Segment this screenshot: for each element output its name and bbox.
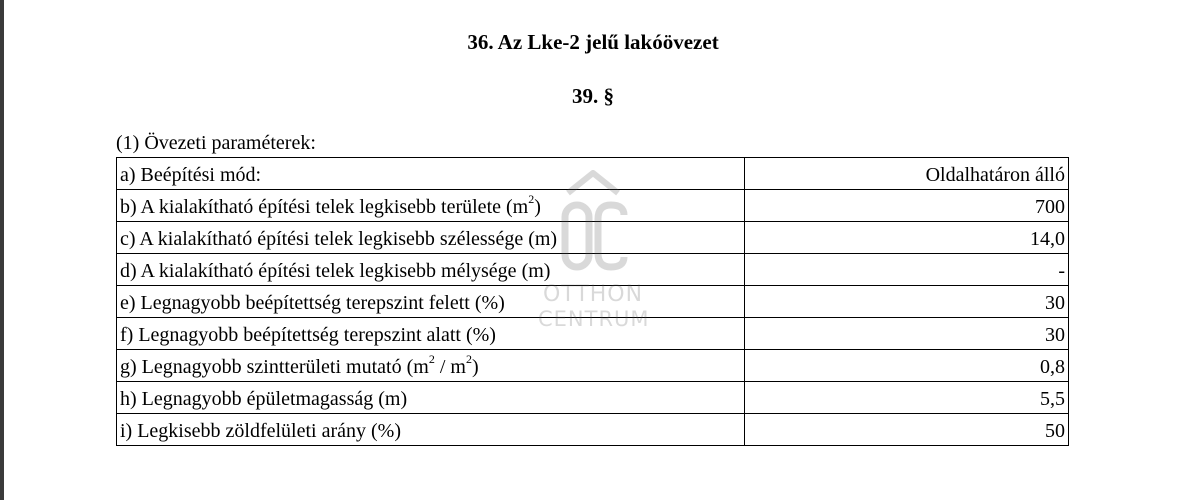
watermark-line1: OTTHON xyxy=(542,282,644,307)
row-value: 700 xyxy=(745,190,1069,222)
table-row xyxy=(117,158,1069,190)
row-label: b) A kialakítható építési telek legkisebb területe $(m^2)$ xyxy=(117,190,745,222)
row-value: - xyxy=(745,254,1069,286)
table-row xyxy=(117,414,1069,446)
table-row xyxy=(117,318,1069,350)
row-value: 0,8 xyxy=(745,350,1069,382)
table-row xyxy=(117,382,1069,414)
section-number: 39. § xyxy=(572,84,614,108)
page-title: 36. Az Lke-2 jelű lakóövezet xyxy=(467,30,719,54)
row-value: Oldalhatáron álló xyxy=(745,158,1069,190)
row-label: h) Legnagyobb épületmagasság (m) xyxy=(117,382,745,414)
row-label: e) Legnagyobb beépítettség terepszint felett (%) xyxy=(117,286,745,318)
row-value: 30 xyxy=(745,318,1069,350)
row-value: 14,0 xyxy=(745,222,1069,254)
row-value: 30 xyxy=(745,286,1069,318)
row-label: g) Legnagyobb szintterületi mutató $(m^2 / m^2)$ xyxy=(117,350,745,382)
row-label: i) Legkisebb zöldfelületi arány (%) xyxy=(117,414,745,446)
table-row xyxy=(117,286,1069,318)
row-label: c) A kialakítható építési telek legkisebb szélessége (m) xyxy=(117,222,745,254)
table-row xyxy=(117,350,1069,382)
page-edge xyxy=(0,0,4,500)
table-row xyxy=(117,222,1069,254)
row-label: f) Legnagyobb beépítettség terepszint alatt (%) xyxy=(117,318,745,350)
params-title: (1) Övezeti paraméterek: xyxy=(116,132,316,154)
table-row xyxy=(117,254,1069,286)
row-label: d) A kialakítható építési telek legkisebb mélysége (m) xyxy=(117,254,745,286)
row-label: a) Beépítési mód: xyxy=(117,158,745,190)
watermark-line2: CENTRUM xyxy=(538,307,650,331)
table-row xyxy=(117,190,1069,222)
params-table xyxy=(116,157,1069,446)
row-value: 5,5 xyxy=(745,382,1069,414)
row-value: 50 xyxy=(745,414,1069,446)
